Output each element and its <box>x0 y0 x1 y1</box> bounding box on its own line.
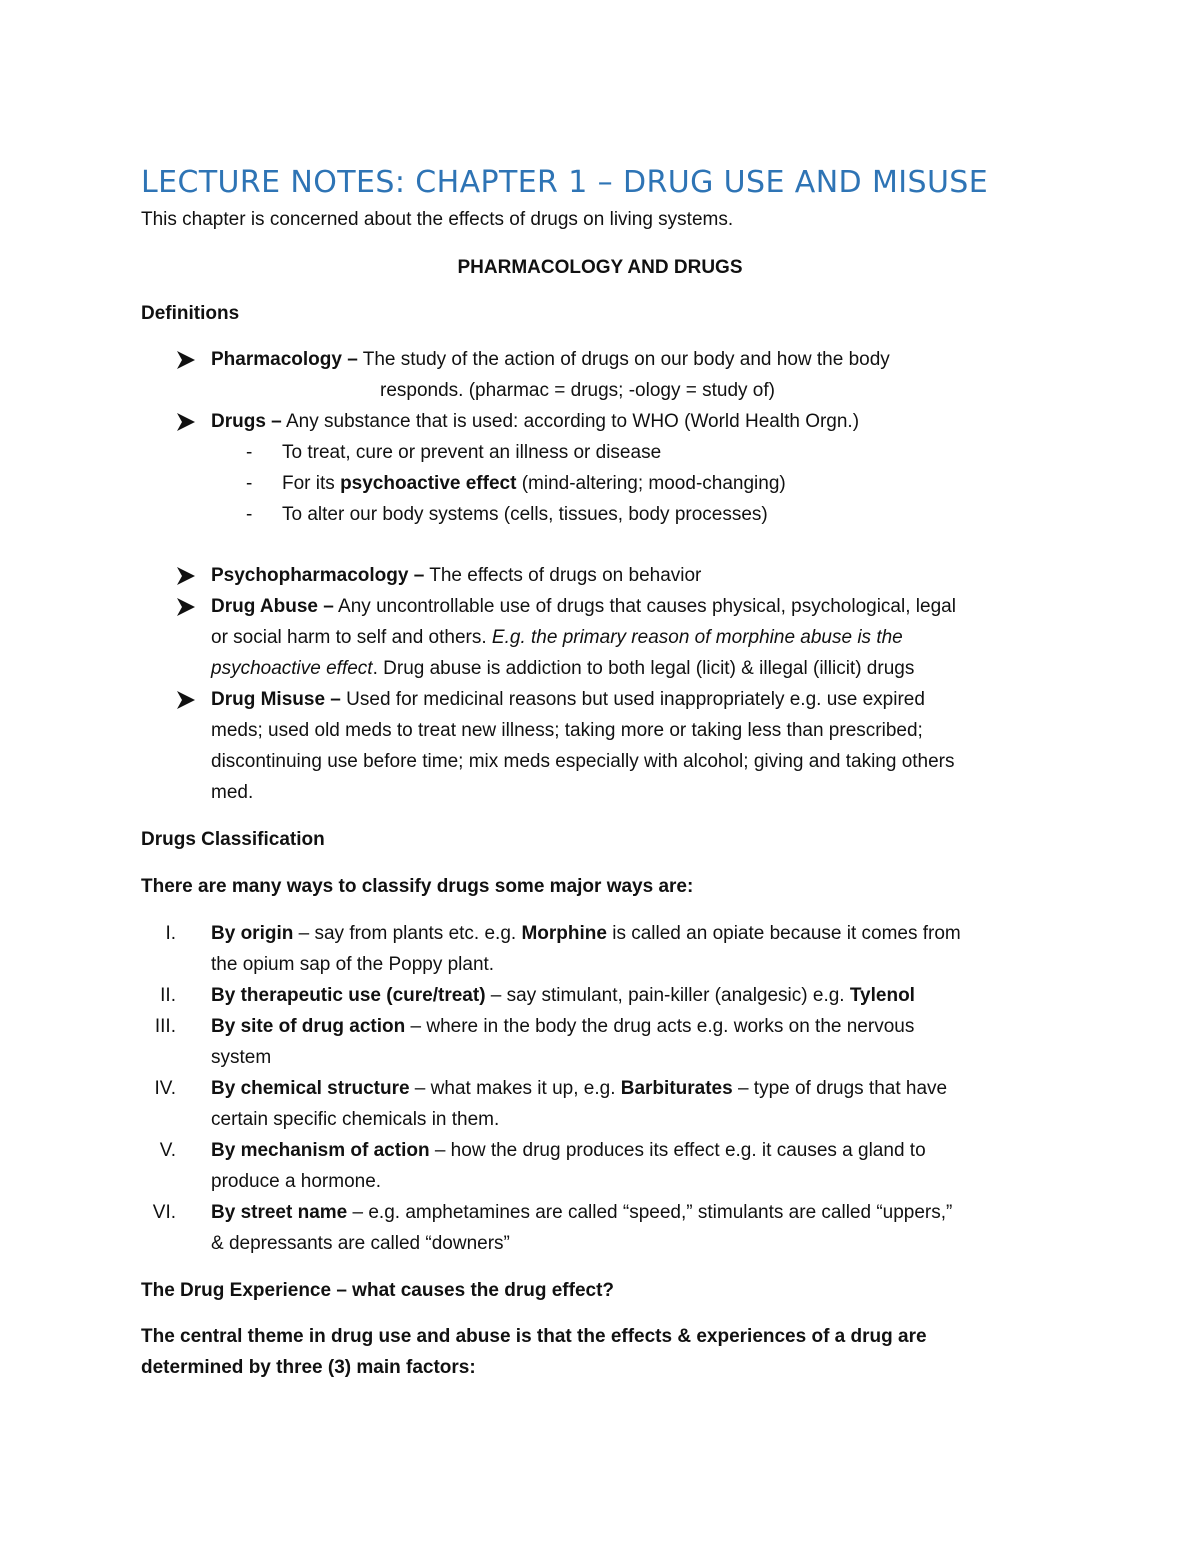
experience-text-continued: determined by three (3) main factors: <box>141 1357 476 1378</box>
list-item-bold: Barbiturates <box>620 1078 733 1099</box>
section-heading: PHARMACOLOGY AND DRUGS <box>457 257 743 278</box>
sub-item-bold: psychoactive effect <box>340 473 517 494</box>
classification-heading: Drugs Classification <box>141 829 325 850</box>
definition-text-continued: med. <box>211 782 254 803</box>
term-label: Drugs – <box>211 411 282 432</box>
intro-text: This chapter is concerned about the effects of drugs on living systems. <box>141 209 734 230</box>
list-numeral: IV. <box>154 1078 176 1099</box>
sub-item: To alter our body systems (cells, tissues, body processes) <box>282 504 768 525</box>
list-item-term: By street name <box>211 1202 348 1223</box>
definition-text: Any uncontrollable use of drugs that causes physical, psychological, legal <box>333 596 956 617</box>
sub-item <box>282 472 786 496</box>
list-item <box>211 1201 952 1225</box>
definition-text: The study of the action of drugs on our body and how the body <box>357 349 890 370</box>
list-item <box>211 1077 947 1101</box>
definition-example: psychoactive effect <box>211 658 373 679</box>
list-item-term: By site of drug action <box>211 1016 406 1037</box>
arrow-bullet-icon <box>174 688 198 712</box>
list-numeral: II. <box>160 985 176 1006</box>
arrow-bullet-icon <box>174 348 198 372</box>
list-item-text: – say from plants etc. e.g. <box>293 923 522 944</box>
list-item-continued: the opium sap of the Poppy plant. <box>211 954 495 975</box>
list-item-continued: certain specific chemicals in them. <box>211 1109 500 1130</box>
sub-item: To treat, cure or prevent an illness or disease <box>282 442 662 463</box>
definition-text-continued <box>211 626 903 650</box>
list-item-text: – type of drugs that have <box>732 1078 948 1099</box>
list-item-text: – say stimulant, pain-killer (analgesic) e.g. <box>485 985 850 1006</box>
definition-text-continued <box>211 657 914 681</box>
definition-text-continued: responds. (pharmac = drugs; -ology = study of) <box>380 380 775 401</box>
term-label: Drug Misuse – <box>211 689 341 710</box>
term-label: Psychopharmacology – <box>211 565 425 586</box>
arrow-bullet-icon <box>174 410 198 434</box>
list-item-continued: & depressants are called “downers” <box>211 1233 510 1254</box>
list-item-text: – how the drug produces its effect e.g. it causes a gland to <box>429 1140 926 1161</box>
definition-text-continued: discontinuing use before time; mix meds especially with alcohol; giving and taking others <box>211 751 955 772</box>
definitions-heading: Definitions <box>141 303 240 324</box>
definition-text-continued: meds; used old meds to treat new illness; taking more or taking less than prescribed; <box>211 720 923 741</box>
definition-drug-abuse <box>211 595 956 619</box>
dash-bullet: - <box>246 504 253 525</box>
experience-text: The central theme in drug use and abuse is that the effects & experiences of a drug are <box>141 1326 927 1347</box>
term-label: Pharmacology – <box>211 349 358 370</box>
dash-bullet: - <box>246 442 253 463</box>
list-numeral: V. <box>159 1140 176 1161</box>
definition-drugs <box>211 410 859 434</box>
list-item-term: By origin <box>211 923 294 944</box>
list-item-text: – e.g. amphetamines are called “speed,” stimulants are called “uppers,” <box>347 1202 953 1223</box>
classification-intro: There are many ways to classify drugs some major ways are: <box>141 876 694 897</box>
term-label: Drug Abuse – <box>211 596 334 617</box>
definition-text: Used for medicinal reasons but used inappropriately e.g. use expired <box>340 689 925 710</box>
definition-psychopharmacology <box>211 564 701 588</box>
definition-example: E.g. the primary reason of morphine abuse is the <box>491 627 903 648</box>
definition-text: or social harm to self and others. <box>211 627 492 648</box>
list-item-text: – where in the body the drug acts e.g. works on the nervous <box>405 1016 915 1037</box>
experience-heading: The Drug Experience – what causes the drug effect? <box>141 1280 615 1301</box>
definition-text: The effects of drugs on behavior <box>424 565 702 586</box>
list-item <box>211 984 915 1008</box>
arrow-bullet-icon <box>174 564 198 588</box>
list-item-continued: system <box>211 1047 272 1068</box>
definition-drug-misuse <box>211 688 925 712</box>
list-item <box>211 1139 926 1163</box>
list-item-text: – what makes it up, e.g. <box>409 1078 621 1099</box>
list-numeral: III. <box>154 1016 176 1037</box>
definition-text: Any substance that is used: according to WHO (World Health Orgn.) <box>281 411 860 432</box>
list-item-term: By therapeutic use (cure/treat) <box>211 985 486 1006</box>
page-title: LECTURE NOTES: CHAPTER 1 – DRUG USE AND MISUSE <box>141 165 989 200</box>
list-numeral: I. <box>165 923 176 944</box>
sub-item-text: For its <box>282 473 341 494</box>
sub-item-text: (mind-altering; mood-changing) <box>516 473 786 494</box>
list-item-term: By mechanism of action <box>211 1140 430 1161</box>
list-item <box>211 1015 914 1039</box>
list-item-term: By chemical structure <box>211 1078 410 1099</box>
arrow-bullet-icon <box>174 595 198 619</box>
definition-pharmacology <box>211 348 890 372</box>
list-item-text: is called an opiate because it comes from <box>606 923 961 944</box>
dash-bullet: - <box>246 473 253 494</box>
list-item-continued: produce a hormone. <box>211 1171 382 1192</box>
list-item-bold: Morphine <box>521 923 607 944</box>
list-item-bold: Tylenol <box>849 985 915 1006</box>
list-item <box>211 922 961 946</box>
definition-text: . Drug abuse is addiction to both legal (licit) & illegal (illicit) drugs <box>372 658 915 679</box>
list-numeral: VI. <box>152 1202 176 1223</box>
